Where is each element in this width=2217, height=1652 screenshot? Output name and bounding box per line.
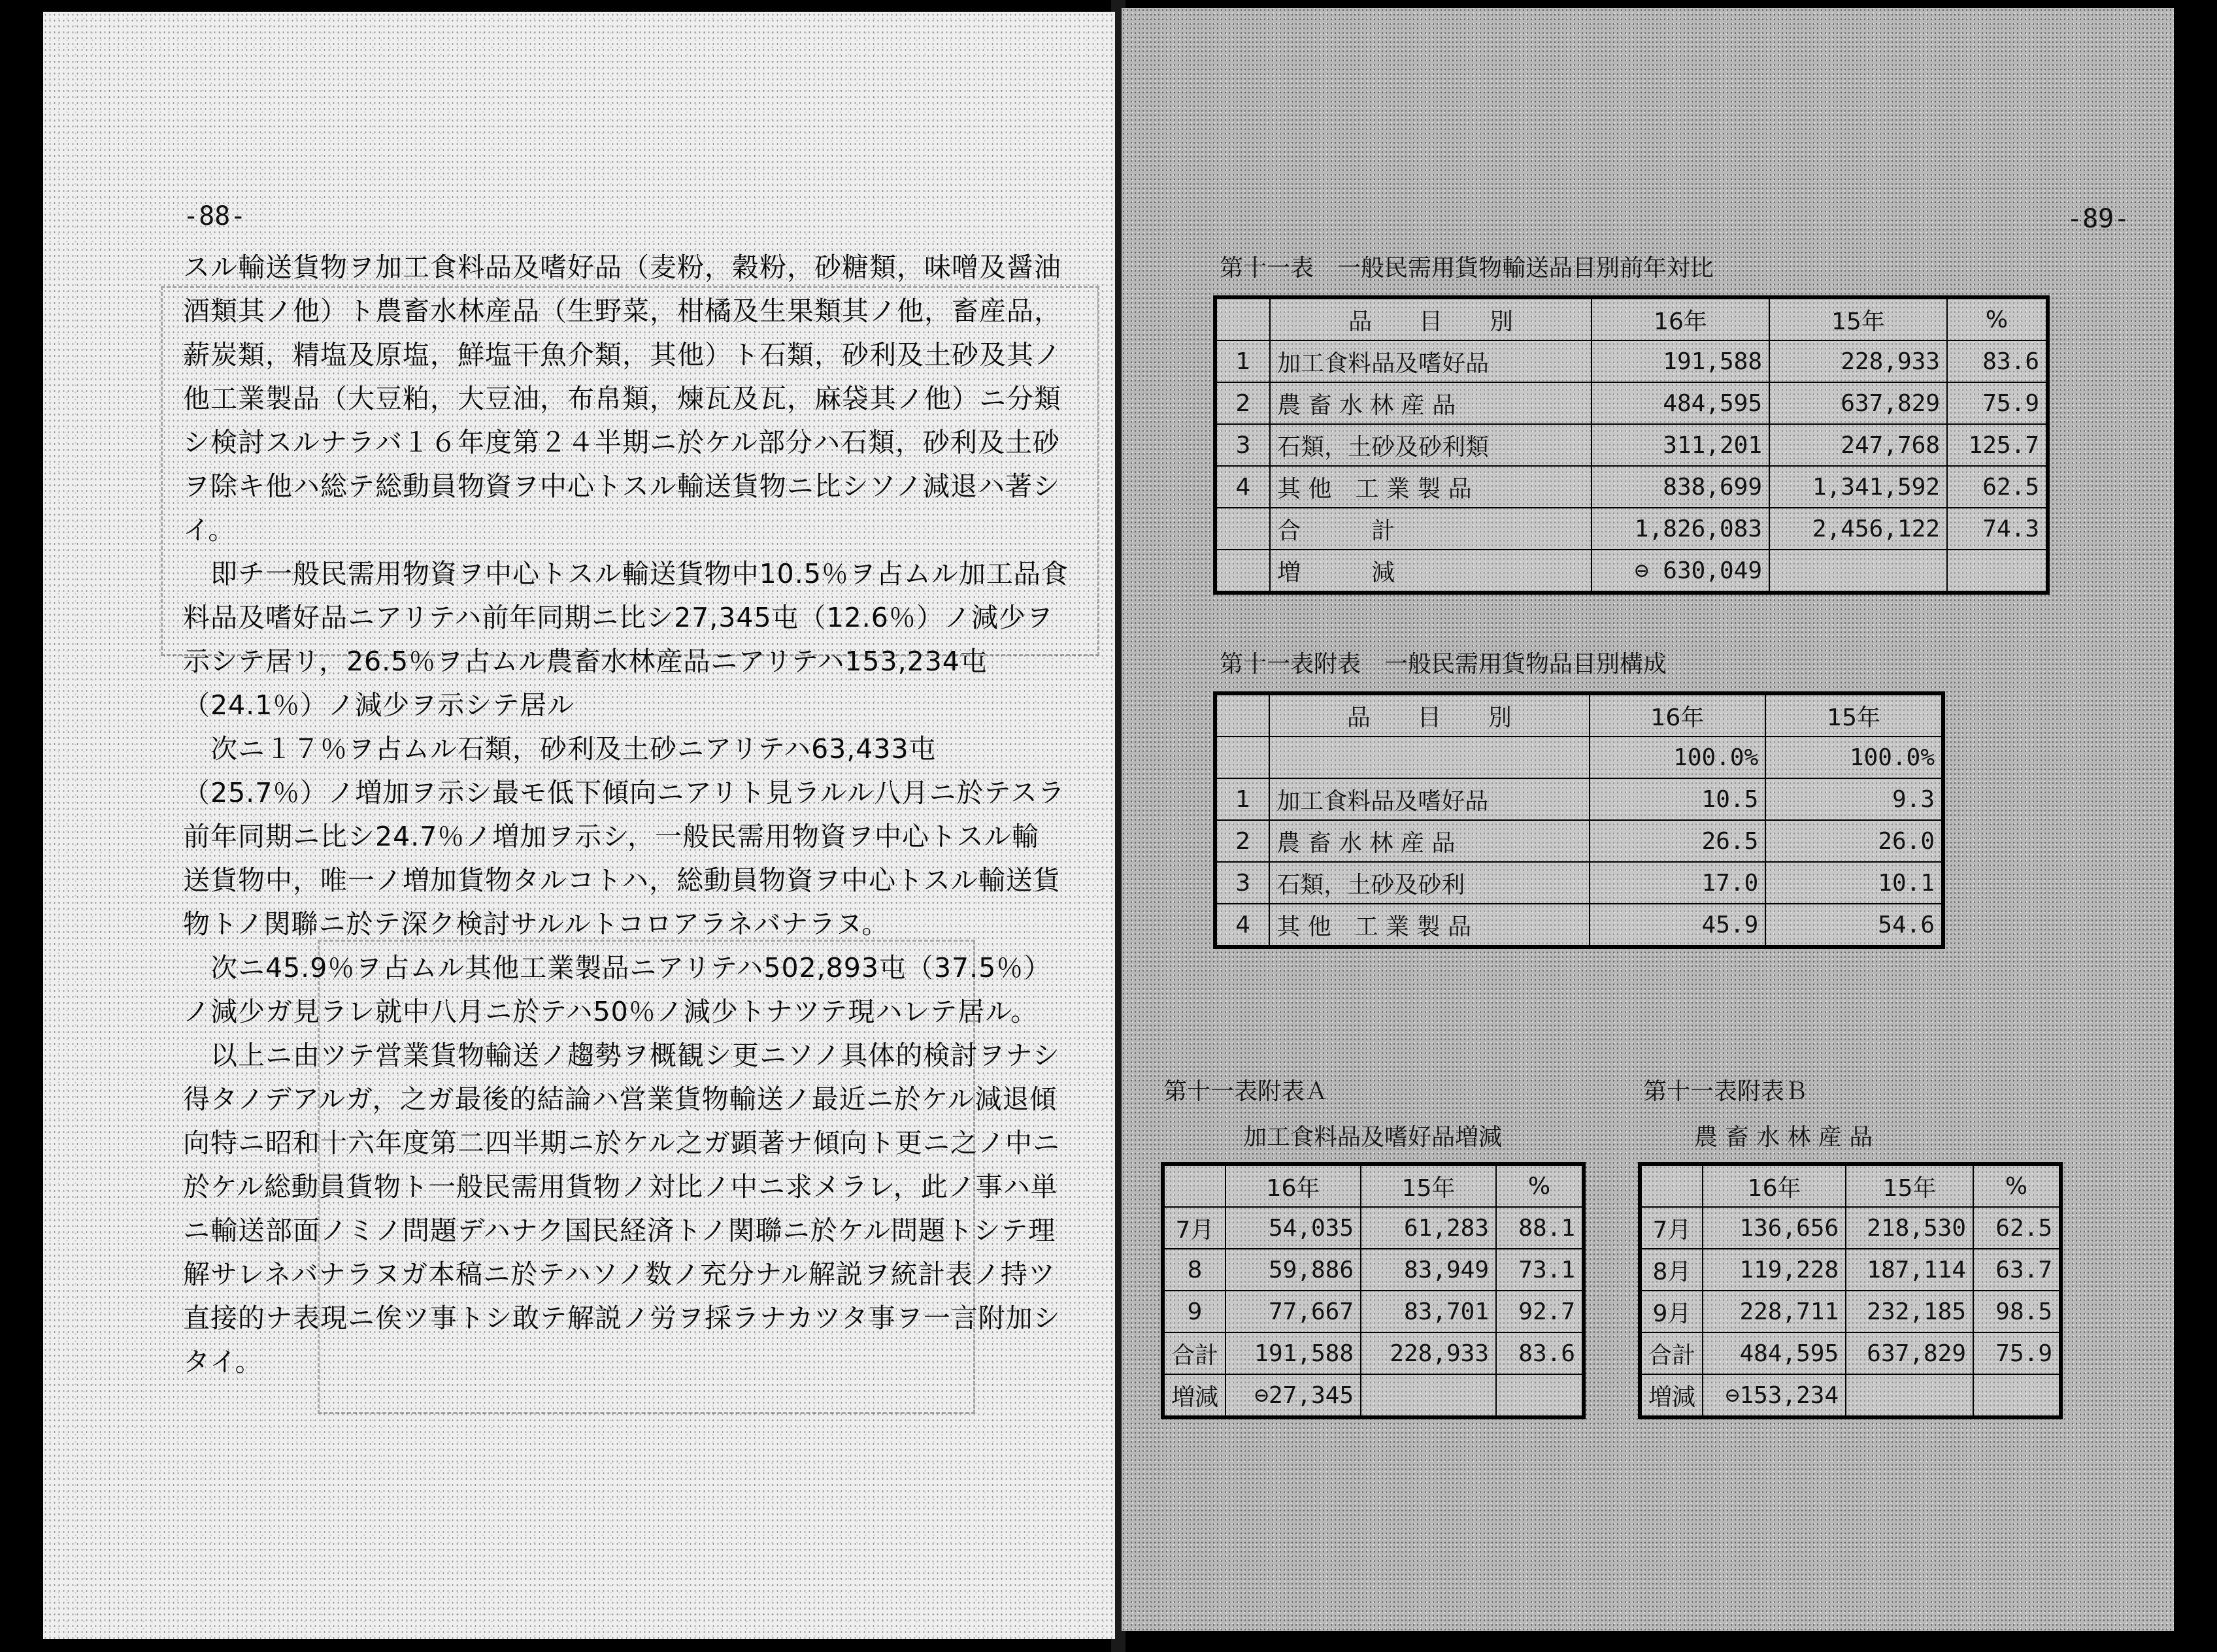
text-line: ニ輸送部面ノミノ問題デハナク国民経済トノ関聯ニ於ケル問題トシテ理 <box>183 1215 1056 1246</box>
table-cell: 637,829 <box>1769 382 1947 424</box>
table-cell: ⊖27,345 <box>1225 1374 1361 1417</box>
table-cell: 61,283 <box>1361 1207 1496 1249</box>
text-line: 得タノデアルガ，之ガ最後的結論ハ営業貨物輸送ノ最近ニ於ケル減退傾 <box>183 1083 1058 1115</box>
table-cell: 100.0% <box>1590 736 1766 778</box>
table-cell: 1 <box>1215 778 1269 820</box>
table-cell: 187,114 <box>1846 1249 1973 1291</box>
table-row <box>1215 424 2048 466</box>
table-cell: 7月 <box>1163 1207 1225 1249</box>
text-line: ヲ除キ他ハ総テ総動員物資ヲ中心トスル輸送貨物ニ比シソノ減退ハ著シ <box>183 471 1060 502</box>
table-header-cell: 15年 <box>1769 297 1947 340</box>
table-cell <box>1947 550 2048 593</box>
table-cell: 92.7 <box>1496 1291 1584 1332</box>
table-caption: 第十一表附表 一般民需用貨物品目別構成 <box>1220 651 1667 678</box>
text-line: 即チ一般民需用物資ヲ中心トスル輸送貨物中10.5％ヲ占ムル加工品食 <box>183 558 1069 589</box>
text-line: 解サレネバナラヌガ本稿ニ於テハソノ数ノ充分ナル解説ヲ統計表ノ持ツ <box>183 1259 1056 1290</box>
table-header-cell: 15年 <box>1846 1164 1973 1207</box>
table-cell: 9月 <box>1640 1291 1703 1332</box>
table-subcaption: 加工食料品及嗜好品増減 <box>1243 1124 1503 1151</box>
table-11-appendix-a <box>1161 1162 1586 1419</box>
table-header-cell: % <box>1973 1164 2061 1207</box>
table-caption: 第十一表 一般民需用貨物輸送品目別前年対比 <box>1220 255 1714 282</box>
table-cell: 125.7 <box>1947 424 2048 466</box>
table-row <box>1215 340 2048 382</box>
text-line: 酒類其ノ他）ト農畜水林産品（生野菜，柑橘及生果類其ノ他，畜産品， <box>183 295 1061 327</box>
text-line: （25.7％）ノ増加ヲ示シ最モ低下傾向ニアリト見ラルル八月ニ於テスラ <box>183 777 1065 808</box>
table-cell: 9.3 <box>1765 778 1943 820</box>
table-cell: 484,595 <box>1703 1332 1846 1374</box>
text-line: シ検討スルナラバ１６年度第２４半期ニ於ケル部分ハ石類，砂利及土砂 <box>183 427 1060 458</box>
table-cell <box>1215 508 1270 550</box>
table-cell: 228,933 <box>1361 1332 1496 1374</box>
table-cell: 75.9 <box>1947 382 2048 424</box>
table-cell: 26.5 <box>1590 820 1766 862</box>
table-cell: 2 <box>1215 820 1269 862</box>
table-header-cell <box>1215 693 1269 736</box>
text-line: 他工業製品（大豆粕，大豆油，布帛類，煉瓦及瓦，麻袋其ノ他）ニ分類 <box>183 383 1061 414</box>
table-cell: ⊖153,234 <box>1703 1374 1846 1417</box>
table-header-row <box>1215 693 1943 736</box>
table-cell: 228,933 <box>1769 340 1947 382</box>
table-cell: 311,201 <box>1592 424 1769 466</box>
table-header-cell: 16年 <box>1592 297 1769 340</box>
table-header-cell: % <box>1496 1164 1584 1207</box>
table-cell: 59,886 <box>1225 1249 1361 1291</box>
body-text <box>183 246 1111 1384</box>
table-cell: 73.1 <box>1496 1249 1584 1291</box>
table-cell: 26.0 <box>1765 820 1943 862</box>
table-caption: 第十一表附表Ａ <box>1163 1078 1329 1105</box>
table-row <box>1163 1207 1584 1249</box>
table-cell: 191,588 <box>1592 340 1769 382</box>
table-cell: 其 他 工 業 製 品 <box>1270 466 1592 508</box>
table-header-cell <box>1215 297 1270 340</box>
table-11 <box>1213 295 2050 595</box>
table-cell: 54.6 <box>1765 904 1943 947</box>
table-cell: 83.6 <box>1496 1332 1584 1374</box>
table-cell <box>1361 1374 1496 1417</box>
table-cell: 98.5 <box>1973 1291 2061 1332</box>
table-cell: 75.9 <box>1973 1332 2061 1374</box>
text-line: イ。 <box>183 514 236 546</box>
table-row <box>1215 736 1943 778</box>
table-row <box>1163 1291 1584 1332</box>
table-11-appendix-b <box>1638 1162 2063 1419</box>
table-cell: 10.1 <box>1765 862 1943 904</box>
table-cell: 637,829 <box>1846 1332 1973 1374</box>
table-row <box>1163 1249 1584 1291</box>
table-cell: 農 畜 水 林 産 品 <box>1270 382 1592 424</box>
table-cell: 4 <box>1215 904 1269 947</box>
table-row <box>1215 466 2048 508</box>
table-header-cell: 15年 <box>1765 693 1943 736</box>
table-cell: 228,711 <box>1703 1291 1846 1332</box>
table-row <box>1215 550 2048 593</box>
table-header-row <box>1640 1164 2061 1207</box>
table-cell: 119,228 <box>1703 1249 1846 1291</box>
table-header-cell: 15年 <box>1361 1164 1496 1207</box>
table-row <box>1163 1374 1584 1417</box>
table-cell: 62.5 <box>1947 466 2048 508</box>
table-header-cell: 品 目 別 <box>1269 693 1589 736</box>
table-row <box>1215 382 2048 424</box>
table-cell: 77,667 <box>1225 1291 1361 1332</box>
table-cell: 2,456,122 <box>1769 508 1947 550</box>
text-line: 薪炭類，精塩及原塩，鮮塩干魚介類，其他）ト石類，砂利及土砂及其ノ <box>183 339 1061 371</box>
text-line: 次ニ１７％ヲ占ムル石類，砂利及土砂ニアリテハ63,433屯 <box>183 733 937 765</box>
table-cell <box>1215 736 1269 778</box>
table-cell: ⊖ 630,049 <box>1592 550 1769 593</box>
table-cell <box>1769 550 1947 593</box>
table-subcaption: 農 畜 水 林 産 品 <box>1694 1124 1873 1151</box>
text-line: 直接的ナ表現ニ俟ツ事トシ敢テ解説ノ労ヲ採ラナカツタ事ヲ一言附加シ <box>183 1302 1061 1334</box>
table-cell: 10.5 <box>1590 778 1766 820</box>
page-number: -88- <box>183 201 246 231</box>
text-line: 前年同期ニ比シ24.7％ノ増加ヲ示シ，一般民需用物資ヲ中心トスル輸 <box>183 821 1039 852</box>
table-cell: 191,588 <box>1225 1332 1361 1374</box>
table-header-cell <box>1640 1164 1703 1207</box>
table-cell: 石類，土砂及砂利 <box>1269 862 1589 904</box>
table-cell: 100.0% <box>1765 736 1943 778</box>
text-line: 於ケル総動員貨物ト一般民需用貨物ノ対比ノ中ニ求メラレ，此ノ事ハ単 <box>183 1171 1058 1202</box>
text-line: タイ。 <box>183 1346 263 1378</box>
table-cell: 74.3 <box>1947 508 2048 550</box>
table-cell: 農 畜 水 林 産 品 <box>1269 820 1589 862</box>
table-cell: 83.6 <box>1947 340 2048 382</box>
page-number: -89- <box>2067 204 2130 234</box>
table-cell: 増減 <box>1640 1374 1703 1417</box>
text-line: スル輸送貨物ヲ加工食料品及嗜好品（麦粉，穀粉，砂糖類，味噌及醤油 <box>183 252 1061 283</box>
table-header-row <box>1163 1164 1584 1207</box>
table-cell: 8月 <box>1640 1249 1703 1291</box>
table-cell: 1,341,592 <box>1769 466 1947 508</box>
table-cell: 232,185 <box>1846 1291 1973 1332</box>
table-cell: 7月 <box>1640 1207 1703 1249</box>
table-cell: 83,949 <box>1361 1249 1496 1291</box>
table-row <box>1640 1374 2061 1417</box>
table-cell: 83,701 <box>1361 1291 1496 1332</box>
table-row <box>1215 862 1943 904</box>
text-line: 次ニ45.9％ヲ占ムル其他工業製品ニアリテハ502,893屯（37.5％） <box>183 952 1052 983</box>
table-cell: 石類，土砂及砂利類 <box>1270 424 1592 466</box>
table-cell: 54,035 <box>1225 1207 1361 1249</box>
right-page <box>1122 8 2174 1631</box>
table-cell <box>1496 1374 1584 1417</box>
table-cell: 4 <box>1215 466 1270 508</box>
text-line: （24.1％）ノ減少ヲ示シテ居ル <box>183 689 575 721</box>
table-cell: 62.5 <box>1973 1207 2061 1249</box>
text-line: ノ減少ガ見ラレ就中八月ニ於テハ50％ノ減少トナツテ現ハレテ居ル。 <box>183 996 1039 1027</box>
table-row <box>1215 778 1943 820</box>
table-header-cell: 16年 <box>1225 1164 1361 1207</box>
table-cell: 2 <box>1215 382 1270 424</box>
table-cell: 136,656 <box>1703 1207 1846 1249</box>
table-row <box>1215 820 1943 862</box>
table-cell: 88.1 <box>1496 1207 1584 1249</box>
table-header-cell: 品 目 別 <box>1270 297 1592 340</box>
table-cell: 1 <box>1215 340 1270 382</box>
table-cell: 増 減 <box>1270 550 1592 593</box>
table-cell: 加工食料品及嗜好品 <box>1270 340 1592 382</box>
table-cell: 17.0 <box>1590 862 1766 904</box>
table-cell: 484,595 <box>1592 382 1769 424</box>
table-cell: 247,768 <box>1769 424 1947 466</box>
table-row <box>1163 1332 1584 1374</box>
table-cell: 838,699 <box>1592 466 1769 508</box>
text-line: 以上ニ由ツテ営業貨物輸送ノ趨勢ヲ概観シ更ニソノ具体的検討ヲナシ <box>183 1040 1060 1071</box>
table-cell <box>1215 550 1270 593</box>
table-cell <box>1269 736 1589 778</box>
table-cell: 45.9 <box>1590 904 1766 947</box>
table-cell: 9 <box>1163 1291 1225 1332</box>
text-line: 物トノ関聯ニ於テ深ク検討サルルトコロアラネバナラヌ。 <box>183 908 890 940</box>
table-cell: 加工食料品及嗜好品 <box>1269 778 1589 820</box>
text-line: 送貨物中，唯一ノ増加貨物タルコトハ，総動員物資ヲ中心トスル輸送貨 <box>183 865 1061 896</box>
text-line: 向特ニ昭和十六年度第二四半期ニ於ケル之ガ顕著ナ傾向ト更ニ之ノ中ニ <box>183 1127 1060 1159</box>
table-cell: 1,826,083 <box>1592 508 1769 550</box>
table-header-row <box>1215 297 2048 340</box>
table-header-cell: % <box>1947 297 2048 340</box>
table-cell <box>1846 1374 1973 1417</box>
table-cell: 増減 <box>1163 1374 1225 1417</box>
table-cell: 218,530 <box>1846 1207 1973 1249</box>
table-cell <box>1973 1374 2061 1417</box>
table-caption: 第十一表附表Ｂ <box>1643 1078 1809 1105</box>
table-cell: 63.7 <box>1973 1249 2061 1291</box>
text-line: 料品及嗜好品ニアリテハ前年同期ニ比シ27,345屯（12.6％）ノ減少ヲ <box>183 602 1054 633</box>
table-cell: 合計 <box>1163 1332 1225 1374</box>
table-row <box>1640 1291 2061 1332</box>
table-cell: 3 <box>1215 862 1269 904</box>
table-11-appendix <box>1213 691 1945 949</box>
table-cell: 合計 <box>1640 1332 1703 1374</box>
table-header-cell <box>1163 1164 1225 1207</box>
table-row <box>1640 1249 2061 1291</box>
table-cell: 8 <box>1163 1249 1225 1291</box>
text-line: 示シテ居リ，26.5％ヲ占ムル農畜水林産品ニアリテハ153,234屯 <box>183 646 988 677</box>
table-cell: 3 <box>1215 424 1270 466</box>
table-row <box>1640 1207 2061 1249</box>
table-cell: 合 計 <box>1270 508 1592 550</box>
table-header-cell: 16年 <box>1590 693 1766 736</box>
table-cell: 其 他 工 業 製 品 <box>1269 904 1589 947</box>
table-row <box>1640 1332 2061 1374</box>
table-row <box>1215 904 1943 947</box>
left-page <box>43 12 1115 1639</box>
table-row <box>1215 508 2048 550</box>
table-header-cell: 16年 <box>1703 1164 1846 1207</box>
